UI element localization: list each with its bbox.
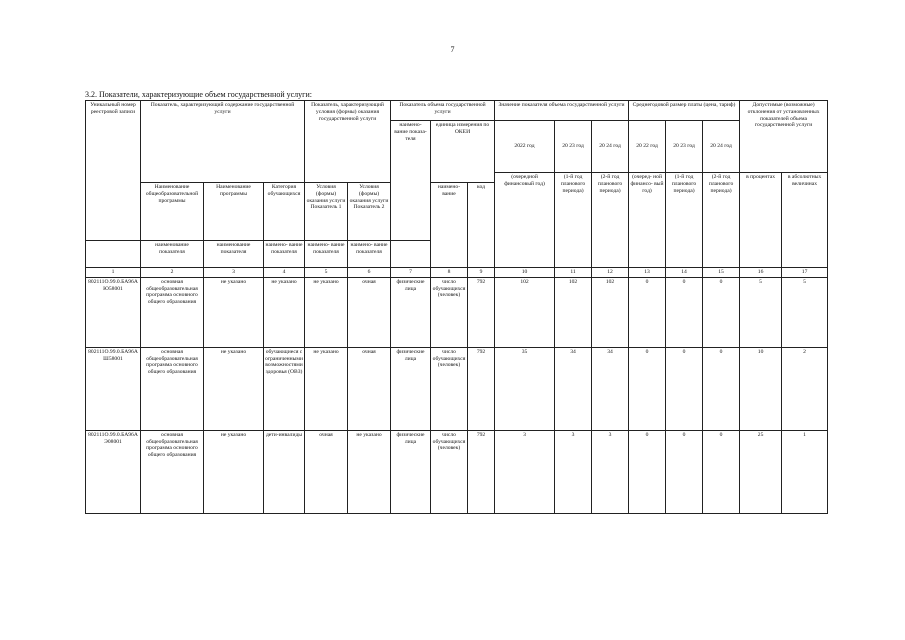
- cell-value-2022: 102: [495, 277, 555, 347]
- header-volume-group: Показатель объема государственной услуги: [391, 101, 495, 121]
- cell-value-2022: 3: [495, 430, 555, 513]
- header-percent: в процентах: [740, 173, 782, 268]
- header-sub-programs: Наименование программы: [204, 183, 264, 241]
- header-price-2024: 20 24 год: [703, 121, 740, 173]
- header-price-plan-1: (1-й год планового периода): [666, 173, 703, 268]
- col-number: 1: [86, 268, 141, 278]
- header-price-plan-2: (2-й год планового периода): [703, 173, 740, 268]
- cell-condition-2: очная: [348, 277, 391, 347]
- header-ind-name-3: наимено- вание показателя: [264, 241, 305, 268]
- col-number: 3: [204, 268, 264, 278]
- cell-indicator-name: физические лица: [391, 277, 431, 347]
- header-next-year: (очередной финансовый год): [495, 173, 555, 268]
- col-number: 5: [305, 268, 348, 278]
- header-ind-name-5: наимено- вание показателя: [348, 241, 391, 268]
- col-number: 15: [703, 268, 740, 278]
- section-title: 3.2. Показатели, характеризующие объем государственной услуги:: [85, 90, 312, 99]
- cell-price-2024: 0: [703, 277, 740, 347]
- header-price-next: (очеред- ной финансо- вый год): [629, 173, 666, 268]
- header-year-2023: 20 23 год: [555, 121, 592, 173]
- header-ind-name: наименование показателя: [141, 241, 204, 268]
- cell-program-name: не указано: [204, 347, 264, 430]
- cell-value-2024: 102: [592, 277, 629, 347]
- cell-value-2024: 34: [592, 347, 629, 430]
- cell-value-2023: 102: [555, 277, 592, 347]
- cell-program-name: не указано: [204, 430, 264, 513]
- cell-price-2022: 0: [629, 347, 666, 430]
- header-content-group: Показатель, характеризующий содержание государственной услуги: [141, 101, 305, 183]
- header-ind-name-4: наимено- вание показателя: [305, 241, 348, 268]
- cell-indicator-name: физические лица: [391, 347, 431, 430]
- header-deviation-group: Допустимые (возможные) отклонения от установленных показателей объема государственной услуги: [740, 101, 828, 173]
- cell-registry-id: 802111О.99.0.БА96АШ58001: [86, 347, 141, 430]
- cell-condition-1: не указано: [305, 347, 348, 430]
- cell-category: обучающиеся с ограниченными возможностями здоровья (ОВЗ): [264, 347, 305, 430]
- cell-unit-code: 792: [468, 277, 495, 347]
- cell-deviation-absolute: 2: [782, 347, 828, 430]
- header-empty-cell: [391, 241, 431, 268]
- cell-value-2022: 35: [495, 347, 555, 430]
- header-conditions-group: Показатель, характеризующий условия (формы) оказания государственной услуги: [305, 101, 391, 183]
- cell-condition-2: не указано: [348, 430, 391, 513]
- cell-category: дети-инвалиды: [264, 430, 305, 513]
- cell-deviation-percent: 10: [740, 347, 782, 430]
- cell-price-2022: 0: [629, 277, 666, 347]
- header-vol-name: наимено- вание показа- теля: [391, 121, 431, 241]
- header-price-2022: 20 22 год: [629, 121, 666, 173]
- table-row: [86, 430, 828, 513]
- col-number: 8: [431, 268, 468, 278]
- cell-program: основная общеобразовательная программа основного общего образования: [141, 347, 204, 430]
- cell-unit-name: число обучающихся (человек): [431, 347, 468, 430]
- header-sub-cond-1: Условия (формы) оказания услуги Показатель 1: [305, 183, 348, 241]
- cell-condition-2: очная: [348, 347, 391, 430]
- cell-value-2023: 34: [555, 347, 592, 430]
- cell-unit-code: 792: [468, 430, 495, 513]
- col-number: 7: [391, 268, 431, 278]
- cell-deviation-percent: 5: [740, 277, 782, 347]
- cell-program: основная общеобразовательная программа основного общего образования: [141, 277, 204, 347]
- cell-program: основная общеобразовательная программа основного общего образования: [141, 430, 204, 513]
- cell-registry-id: 802111О.99.0.БА96АЭ08001: [86, 430, 141, 513]
- header-plan-2: (2-й год планового периода): [592, 173, 629, 268]
- cell-value-2023: 3: [555, 430, 592, 513]
- header-plan-1: (1-й год планового периода): [555, 173, 592, 268]
- table-row: [86, 347, 828, 430]
- cell-price-2023: 0: [666, 430, 703, 513]
- header-sub-cond-2: Условия (формы) оказания услуги Показатель 2: [348, 183, 391, 241]
- cell-price-2022: 0: [629, 430, 666, 513]
- header-uniq-num: Уникальный номер реестровой записи: [86, 101, 141, 241]
- cell-unit-name: число обучающихся (человек): [431, 430, 468, 513]
- col-number: 2: [141, 268, 204, 278]
- cell-condition-1: не указано: [305, 277, 348, 347]
- table-row: [86, 277, 828, 347]
- header-row-1: [86, 101, 828, 121]
- col-number: 12: [592, 268, 629, 278]
- header-empty-cell: [86, 241, 141, 268]
- cell-condition-1: очная: [305, 430, 348, 513]
- header-unit-name: наимено- вание: [431, 183, 468, 268]
- col-number: 9: [468, 268, 495, 278]
- col-number: 11: [555, 268, 592, 278]
- col-number: 16: [740, 268, 782, 278]
- header-sub-name-program: Наименование общеобразовательной программы: [141, 183, 204, 241]
- col-number: 6: [348, 268, 391, 278]
- col-number: 4: [264, 268, 305, 278]
- cell-value-2024: 3: [592, 430, 629, 513]
- header-value-group: Значение показателя объема государственной услуги: [495, 101, 629, 121]
- header-price-group: Среднегодовой размер платы (цена, тариф): [629, 101, 740, 121]
- cell-price-2023: 0: [666, 347, 703, 430]
- header-ind-name-2: наименование показателя: [204, 241, 264, 268]
- header-year-2022: 2022 год: [495, 121, 555, 173]
- cell-registry-id: 802111О.99.0.БА96АЮ58001: [86, 277, 141, 347]
- col-number: 14: [666, 268, 703, 278]
- cell-deviation-percent: 25: [740, 430, 782, 513]
- cell-deviation-absolute: 5: [782, 277, 828, 347]
- cell-price-2023: 0: [666, 277, 703, 347]
- volume-indicators-table: [85, 100, 828, 514]
- col-number: 13: [629, 268, 666, 278]
- cell-unit-code: 792: [468, 347, 495, 430]
- cell-unit-name: число обучающихся (человек): [431, 277, 468, 347]
- header-sub-category: Категория обучающихся: [264, 183, 305, 241]
- header-price-2023: 20 23 год: [666, 121, 703, 173]
- cell-price-2024: 0: [703, 430, 740, 513]
- col-number: 17: [782, 268, 828, 278]
- header-vol-unit: единица измерения по ОКЕИ: [431, 121, 495, 183]
- header-absolute: в абсолютных величинах: [782, 173, 828, 268]
- column-numbers-row: [86, 268, 828, 278]
- cell-price-2024: 0: [703, 347, 740, 430]
- header-year-2024: 20 24 год: [592, 121, 629, 173]
- col-number: 10: [495, 268, 555, 278]
- cell-program-name: не указано: [204, 277, 264, 347]
- cell-indicator-name: физические лица: [391, 430, 431, 513]
- cell-category: не указано: [264, 277, 305, 347]
- cell-deviation-absolute: 1: [782, 430, 828, 513]
- page-number: 7: [450, 45, 455, 54]
- header-unit-code: код: [468, 183, 495, 268]
